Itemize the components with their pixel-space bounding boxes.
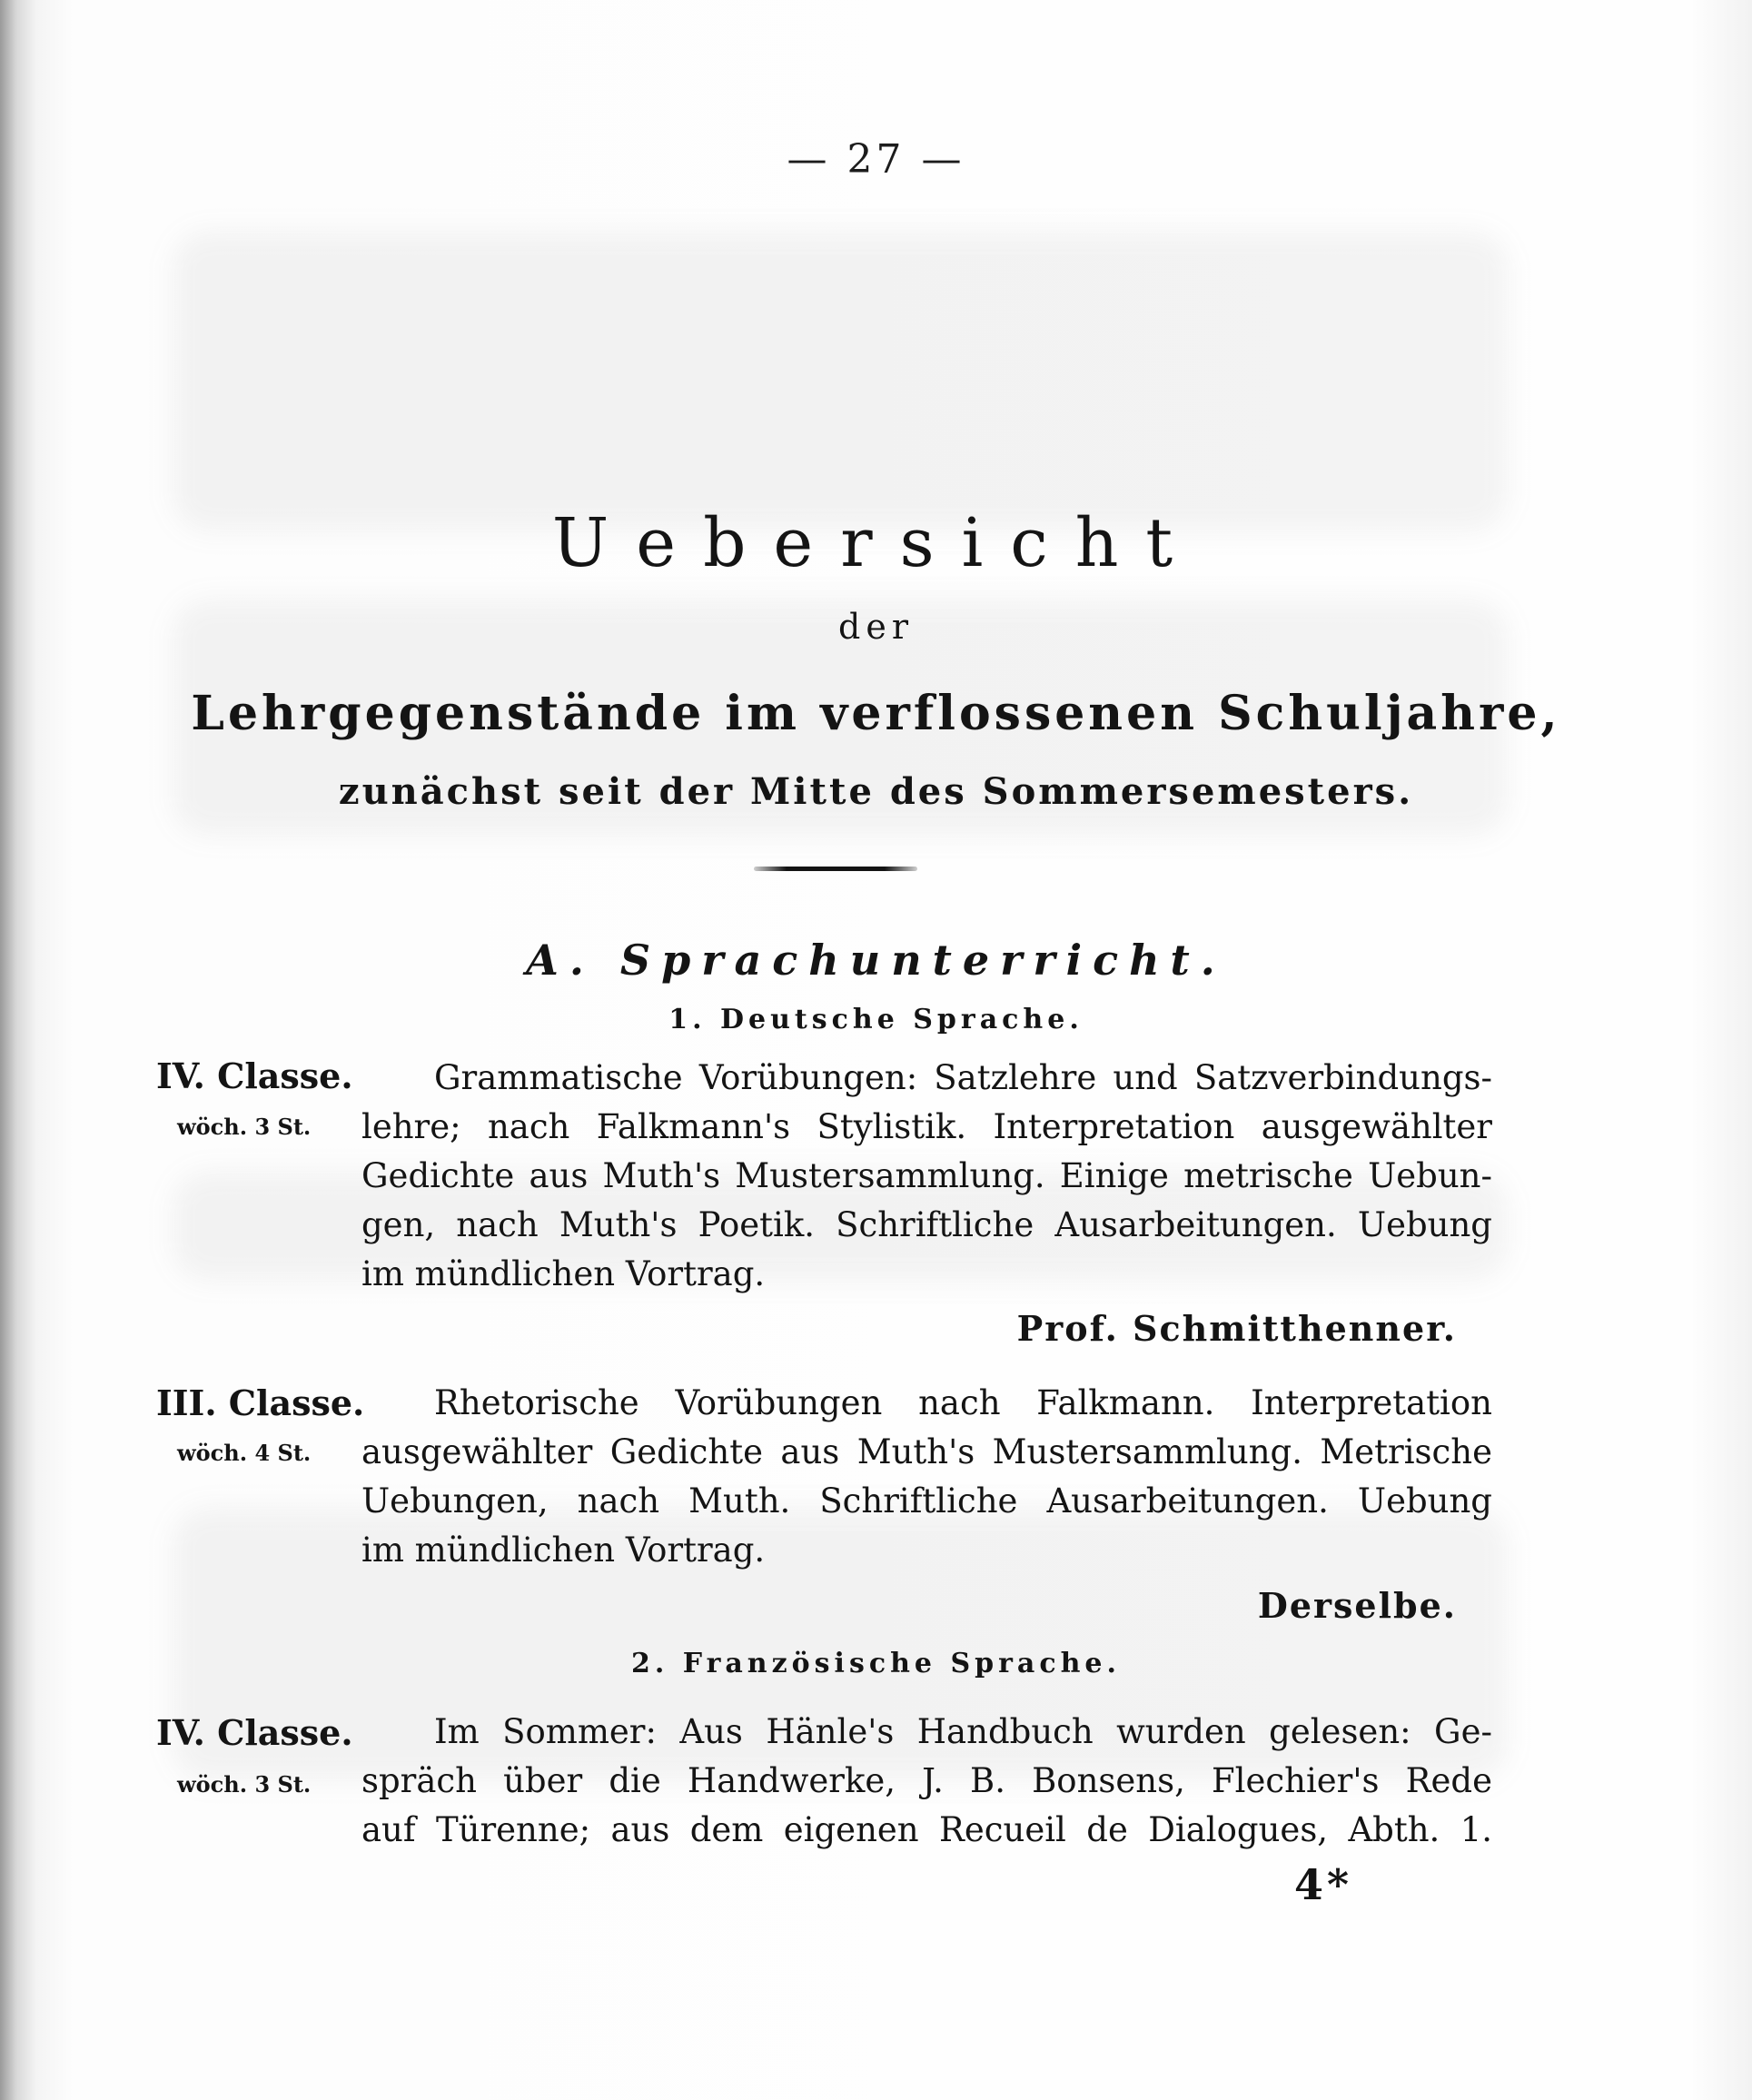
section-heading: A. Sprachunterricht. [526,936,1226,985]
description-line: spräch über die Handwerke, J. B. Bonsens, Flechier's Rede [361,1761,1492,1800]
description-line: gen, nach Muth's Poetik. Schriftliche Ausarbeitungen. Uebung [361,1205,1492,1244]
description-line: Gedichte aus Muth's Mustersammlung. Einige metrische Uebun- [361,1156,1492,1195]
class-label: IV. Classe. [156,1055,353,1096]
subsection-heading: 2. Französische Sprache. [631,1648,1121,1679]
decorative-rule [754,867,917,871]
page-number: — 27 — [787,136,965,183]
description-line: im mündlichen Vortrag. [361,1254,766,1293]
class-label: IV. Classe. [156,1712,353,1753]
signature-mark: 4* [1294,1860,1353,1909]
weekly-hours: wöch. 3 St. [177,1114,312,1140]
description-line: Im Sommer: Aus Hänle's Handbuch wurden gelesen: Ge- [434,1712,1492,1751]
weekly-hours: wöch. 4 St. [177,1440,312,1466]
title-connector: der [838,607,914,647]
course-description [361,1708,1492,1855]
description-line: Grammatische Vorübungen: Satzlehre und Satzverbindungs- [434,1058,1492,1097]
teacher-name: Prof. Schmitthenner. [1016,1308,1457,1349]
subtitle-secondary: zunächst seit der Mitte des Sommersemesters. [338,770,1414,813]
course-description [361,1054,1492,1299]
description-line: im mündlichen Vortrag. [361,1530,766,1570]
description-line: Rhetorische Vorübungen nach Falkmann. Interpretation [434,1383,1492,1422]
teacher-name: Derselbe. [1257,1585,1457,1626]
description-line: Uebungen, nach Muth. Schriftliche Ausarbeitungen. Uebung [361,1481,1492,1521]
weekly-hours: wöch. 3 St. [177,1771,312,1798]
class-label: III. Classe. [156,1382,365,1423]
show-through-band [173,232,1508,531]
description-line: ausgewählter Gedichte aus Muth's Mustersammlung. Metrische [361,1432,1492,1471]
course-description [361,1379,1492,1575]
subsection-heading: 1. Deutsche Sprache. [668,1004,1084,1035]
description-line: lehre; nach Falkmann's Stylistik. Interpretation ausgewählter [361,1107,1492,1146]
page-title: Uebersicht [551,504,1201,582]
subtitle: Lehrgegenstände im verflossenen Schuljahre, [191,686,1561,741]
description-line: auf Türenne; aus dem eigenen Recueil de Dialogues, Abth. 1. [361,1810,1492,1849]
